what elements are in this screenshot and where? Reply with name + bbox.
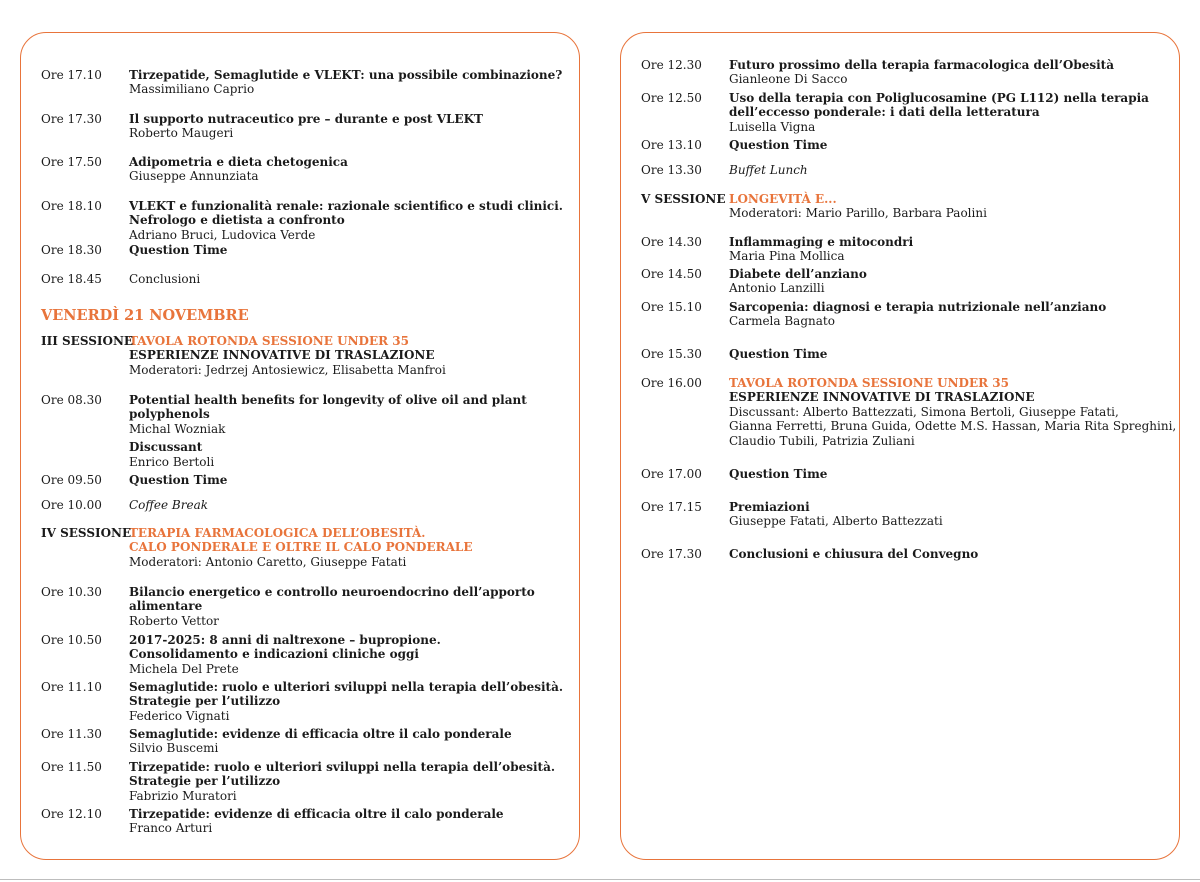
entry-title-line: dell’eccesso ponderale: i dati della letteratura xyxy=(729,105,1040,120)
schedule-entry xyxy=(41,199,569,242)
entry-title: Tirzepatide, Semaglutide e VLEKT: una possibile combinazione? xyxy=(129,68,563,82)
discussant-label: Discussant xyxy=(129,440,203,455)
entry-title: Tirzepatide: evidenze di efficacia oltre il calo ponderale xyxy=(129,807,504,821)
entry-title: Il supporto nutraceutico pre – durante e post VLEKT xyxy=(129,112,483,126)
entry-speaker: Fabrizio Muratori xyxy=(129,788,237,803)
schedule-entry xyxy=(41,393,569,469)
entry-title: Question Time xyxy=(729,138,828,152)
discussant-line: Gianna Ferretti, Bruna Guida, Odette M.S. Hassan, Maria Rita Spreghini, xyxy=(729,419,1177,434)
entry-title-line: Tirzepatide: ruolo e ulteriori sviluppi nella terapia dell’obesità. xyxy=(129,760,556,774)
entry-time: Ore 10.30 xyxy=(41,585,102,599)
entry-title: Conclusioni e chiusura del Convegno xyxy=(729,547,979,561)
entry-time: Ore 10.00 xyxy=(41,498,102,512)
entry-title-line: Bilancio energetico e controllo neuroendocrino dell’apporto xyxy=(129,585,535,599)
entry-title-line: alimentare xyxy=(129,599,203,614)
entry-time: Ore 17.00 xyxy=(641,467,702,481)
entry-time: Ore 15.30 xyxy=(641,347,702,361)
entry-title: Semaglutide: evidenze di efficacia oltre il calo ponderale xyxy=(129,727,512,741)
schedule-entry xyxy=(41,760,569,803)
discussant-line: Discussant: Alberto Battezzati, Simona Bertoli, Giuseppe Fatati, xyxy=(729,404,1119,419)
schedule-entry xyxy=(641,235,1169,264)
entry-title: Adipometria e dieta chetogenica xyxy=(129,155,348,169)
entry-speaker: Antonio Lanzilli xyxy=(729,281,825,296)
entry-title: Sarcopenia: diagnosi e terapia nutrizionale nell’anziano xyxy=(729,300,1107,314)
schedule-entry xyxy=(41,807,569,836)
session-moderators: Moderatori: Mario Parillo, Barbara Paolini xyxy=(729,206,987,221)
schedule-entry xyxy=(41,155,569,184)
schedule-entry xyxy=(641,376,1177,448)
session-label: V SESSIONE xyxy=(641,192,726,206)
schedule-entry xyxy=(641,163,1169,177)
entry-title: Question Time xyxy=(129,473,228,487)
entry-time: Ore 13.10 xyxy=(641,138,702,152)
entry-time: Ore 17.30 xyxy=(41,112,102,126)
entry-time: Ore 17.30 xyxy=(641,547,702,561)
entry-speaker: Luisella Vigna xyxy=(729,119,816,134)
entry-title-line: Uso della terapia con Poliglucosamine (PG L112) nella terapia xyxy=(729,91,1149,105)
schedule-entry xyxy=(41,243,569,257)
schedule-entry xyxy=(41,727,569,756)
entry-title-line: Strategie per l’utilizzo xyxy=(129,774,281,789)
entry-speaker: Federico Vignati xyxy=(129,708,230,723)
schedule-entry xyxy=(41,498,569,512)
entry-speaker: Adriano Bruci, Ludovica Verde xyxy=(129,227,316,242)
discussant-line: Claudio Tubili, Patrizia Zuliani xyxy=(729,433,915,448)
entry-speaker: Franco Arturi xyxy=(129,821,213,836)
schedule-entry xyxy=(41,633,569,676)
entry-time: Ore 14.50 xyxy=(641,267,702,281)
schedule-entry xyxy=(641,138,1169,152)
entry-speaker: Roberto Vettor xyxy=(129,613,219,628)
entry-title-line: Potential health benefits for longevity of olive oil and plant xyxy=(129,393,527,407)
entry-speaker: Michela Del Prete xyxy=(129,661,239,676)
entry-title-line: VLEKT e funzionalità renale: razionale scientifico e studi clinici. xyxy=(129,199,563,213)
entry-title: Question Time xyxy=(729,347,828,361)
entry-time: Ore 18.45 xyxy=(41,272,102,286)
entry-title: Premiazioni xyxy=(729,500,810,514)
session-title: TAVOLA ROTONDA SESSIONE UNDER 35 xyxy=(129,334,409,348)
entry-speaker: Giuseppe Annunziata xyxy=(129,169,259,184)
session-title-line: TERAPIA FARMACOLOGICA DELL’OBESITÀ. xyxy=(129,526,426,540)
schedule-entry xyxy=(641,58,1169,87)
session-label: III SESSIONE xyxy=(41,334,134,348)
entry-time: Ore 12.10 xyxy=(41,807,102,821)
entry-title-line: 2017-2025: 8 anni di naltrexone – bupropione. xyxy=(129,633,441,647)
entry-time: Ore 17.50 xyxy=(41,155,102,169)
entry-time: Ore 08.30 xyxy=(41,393,102,407)
session-title: LONGEVITÀ E... xyxy=(729,192,837,206)
session-header xyxy=(41,526,569,569)
entry-time: Ore 18.10 xyxy=(41,199,102,213)
entry-text: Conclusioni xyxy=(129,272,201,286)
right-program-panel xyxy=(620,32,1180,860)
session-title-line: CALO PONDERALE E OLTRE IL CALO PONDERALE xyxy=(129,540,473,555)
entry-time: Ore 12.50 xyxy=(641,91,702,105)
entry-time: Ore 11.50 xyxy=(41,760,102,774)
session-subtitle: ESPERIENZE INNOVATIVE DI TRASLAZIONE xyxy=(129,348,435,363)
entry-title: Inflammaging e mitocondri xyxy=(729,235,914,249)
entry-speaker: Michal Wozniak xyxy=(129,421,226,436)
entry-title: Question Time xyxy=(129,243,228,257)
entry-title: Futuro prossimo della terapia farmacologica dell’Obesità xyxy=(729,58,1114,72)
entry-text: Coffee Break xyxy=(129,498,209,512)
schedule-entry xyxy=(41,272,569,286)
entry-speaker: Silvio Buscemi xyxy=(129,741,219,756)
schedule-entry xyxy=(641,500,1169,529)
entry-title-line: Consolidamento e indicazioni cliniche oggi xyxy=(129,647,419,662)
entry-time: Ore 12.30 xyxy=(641,58,702,72)
session-moderators: Moderatori: Antonio Caretto, Giuseppe Fatati xyxy=(129,554,407,569)
schedule-entry xyxy=(641,547,1169,561)
entry-speaker: Massimiliano Caprio xyxy=(129,82,255,97)
entry-time: Ore 09.50 xyxy=(41,473,102,487)
schedule-entry xyxy=(641,91,1169,134)
entry-speaker: Maria Pina Mollica xyxy=(729,249,845,264)
entry-time: Ore 11.30 xyxy=(41,727,102,741)
entry-speaker: Giuseppe Fatati, Alberto Battezzati xyxy=(729,514,943,529)
entry-title-line: polyphenols xyxy=(129,407,210,422)
entry-time: Ore 11.10 xyxy=(41,680,102,694)
entry-time: Ore 18.30 xyxy=(41,243,102,257)
left-program-panel xyxy=(20,32,580,860)
session-header xyxy=(641,192,1169,221)
entry-text: Buffet Lunch xyxy=(729,163,808,177)
entry-time: Ore 16.00 xyxy=(641,376,702,390)
entry-time: Ore 13.30 xyxy=(641,163,702,177)
schedule-entry xyxy=(41,585,569,628)
entry-time: Ore 17.10 xyxy=(41,68,102,82)
day-heading: VENERDÌ 21 NOVEMBRE xyxy=(41,307,249,324)
schedule-entry xyxy=(641,347,1169,361)
session-title: TAVOLA ROTONDA SESSIONE UNDER 35 xyxy=(729,376,1009,390)
entry-title: Diabete dell’anziano xyxy=(729,267,867,281)
session-subtitle: ESPERIENZE INNOVATIVE DI TRASLAZIONE xyxy=(729,390,1035,405)
schedule-entry xyxy=(641,300,1169,329)
session-header xyxy=(41,334,569,377)
entry-title-line: Semaglutide: ruolo e ulteriori sviluppi nella terapia dell’obesità. xyxy=(129,680,564,694)
schedule-entry xyxy=(41,112,569,141)
entry-time: Ore 17.15 xyxy=(641,500,702,514)
discussant-name: Enrico Bertoli xyxy=(129,454,215,469)
entry-time: Ore 14.30 xyxy=(641,235,702,249)
entry-title: Question Time xyxy=(729,467,828,481)
session-label: IV SESSIONE xyxy=(41,526,132,540)
session-moderators: Moderatori: Jedrzej Antosiewicz, Elisabetta Manfroi xyxy=(129,362,446,377)
schedule-entry xyxy=(41,473,569,487)
entry-title-line: Strategie per l’utilizzo xyxy=(129,694,281,709)
entry-time: Ore 15.10 xyxy=(641,300,702,314)
schedule-entry xyxy=(41,68,569,97)
entry-speaker: Roberto Maugeri xyxy=(129,126,234,141)
entry-time: Ore 10.50 xyxy=(41,633,102,647)
schedule-entry xyxy=(641,467,1169,481)
entry-speaker: Gianleone Di Sacco xyxy=(729,72,848,87)
entry-title-line: Nefrologo e dietista a confronto xyxy=(129,213,345,228)
entry-speaker: Carmela Bagnato xyxy=(729,314,835,329)
schedule-entry xyxy=(641,267,1169,296)
page-bottom-divider xyxy=(0,879,1200,880)
schedule-entry xyxy=(41,680,569,723)
